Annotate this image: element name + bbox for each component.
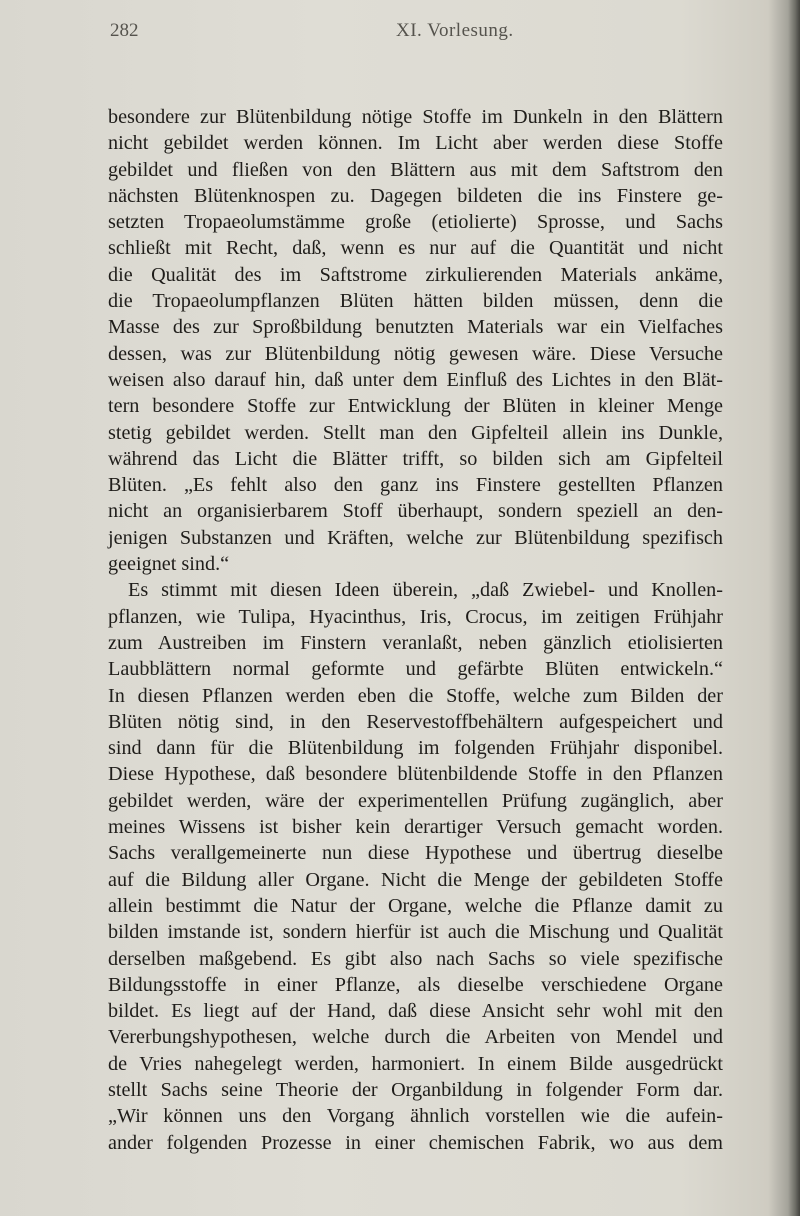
text-line: schließt mit Recht, daß, wenn es nur auf die Quantität und nicht [108,237,723,260]
text-line: stellt Sachs seine Theorie der Organbildung in folgender Form dar. [108,1078,723,1101]
text-line: Vererbungshypothesen, welche durch die Arbeiten von Mendel und [108,1026,723,1049]
text-line: bildet. Es liegt auf der Hand, daß diese Ansicht sehr wohl mit den [108,1000,723,1023]
text-line: geeignet sind.“ [108,553,230,576]
text-line: weisen also darauf hin, daß unter dem Einfluß des Lichtes in den Blät- [108,368,723,391]
text-line: allein bestimmt die Natur der Organe, welche die Pflanze damit zu [108,894,723,917]
text-line: gebildet und fließen von den Blättern aus mit dem Saftstrom den [108,158,723,181]
text-line: bilden imstande ist, sondern hierfür ist auch die Mischung und Qualität [108,921,723,944]
text-line: die Qualität des im Saftstrome zirkulierenden Materials ankäme, [108,263,723,286]
text-line: ander folgenden Prozesse in einer chemischen Fabrik, wo aus dem [108,1131,723,1154]
text-line: nicht an organisierbarem Stoff überhaupt, sondern speziell an den- [108,500,723,523]
page-edge-shadow [788,0,800,1216]
text-line: dessen, was zur Blütenbildung nötig gewesen wäre. Diese Versuche [108,342,723,365]
text-line: derselben maßgebend. Es gibt also nach Sachs so viele spezifische [108,947,723,970]
text-line: jenigen Substanzen und Kräften, welche zur Blütenbildung spezifisch [108,526,723,549]
text-line: Blüten nötig sind, in den Reservestoffbehältern aufgespeichert und [108,710,723,733]
chapter-heading: XI. Vorlesung. [396,20,514,41]
text-line: zum Austreiben im Finstern veranlaßt, neben gänzlich etiolisierten [108,631,723,654]
text-line: auf die Bildung aller Organe. Nicht die Menge der gebildeten Stoffe [108,868,723,891]
page-number: 282 [110,20,139,41]
text-line: nächsten Blütenknospen zu. Dagegen bildeten die ins Finstere ge- [108,184,723,207]
text-line: meines Wissens ist bisher kein derartiger Versuch gemacht worden. [108,816,723,839]
text-line: Masse des zur Sproßbildung benutzten Materials war ein Vielfaches [108,316,723,339]
text-line: pflanzen, wie Tulipa, Hyacinthus, Iris, Crocus, im zeitigen Frühjahr [108,605,723,628]
text-line: besondere zur Blütenbildung nötige Stoffe im Dunkeln in den Blättern [108,106,723,128]
text-line: sind dann für die Blütenbildung im folgenden Frühjahr disponibel. [108,737,723,760]
text-line: gebildet werden, wäre der experimentellen Prüfung zugänglich, aber [108,789,723,812]
text-line: de Vries nahegelegt werden, harmoniert. In einem Bilde ausgedrückt [108,1052,723,1075]
text-line: nicht gebildet werden können. Im Licht aber werden diese Stoffe [108,132,723,155]
text-line: Diese Hypothese, daß besondere blütenbildende Stoffe in den Pflanzen [108,763,723,786]
text-line: setzten Tropaeolumstämme große (etiolierte) Sprosse, und Sachs [108,211,723,234]
text-line: Es stimmt mit diesen Ideen überein, „daß Zwiebel- und Knollen- [128,579,723,602]
text-line: Blüten. „Es fehlt also den ganz ins Finstere gestellten Pflanzen [108,474,723,497]
text-line: stetig gebildet werden. Stellt man den Gipfelteil allein ins Dunkle, [108,421,723,444]
text-line: Sachs verallgemeinerte nun diese Hypothese und übertrug dieselbe [108,842,723,865]
text-line: während das Licht die Blätter trifft, so bilden sich am Gipfelteil [108,447,723,470]
text-line: Laubblättern normal geformte und gefärbte Blüten entwickeln.“ [108,658,723,681]
running-head [110,20,710,50]
body-text [108,104,723,1156]
text-line: Bildungsstoffe in einer Pflanze, als dieselbe verschiedene Organe [108,973,723,996]
text-line: tern besondere Stoffe zur Entwicklung der Blüten in kleiner Menge [108,395,723,418]
text-line: die Tropaeolumpflanzen Blüten hätten bilden müssen, denn die [108,290,723,313]
text-line: In diesen Pflanzen werden eben die Stoffe, welche zum Bilden der [108,684,723,707]
text-line: „Wir können uns den Vorgang ähnlich vorstellen wie die aufein- [108,1105,723,1128]
